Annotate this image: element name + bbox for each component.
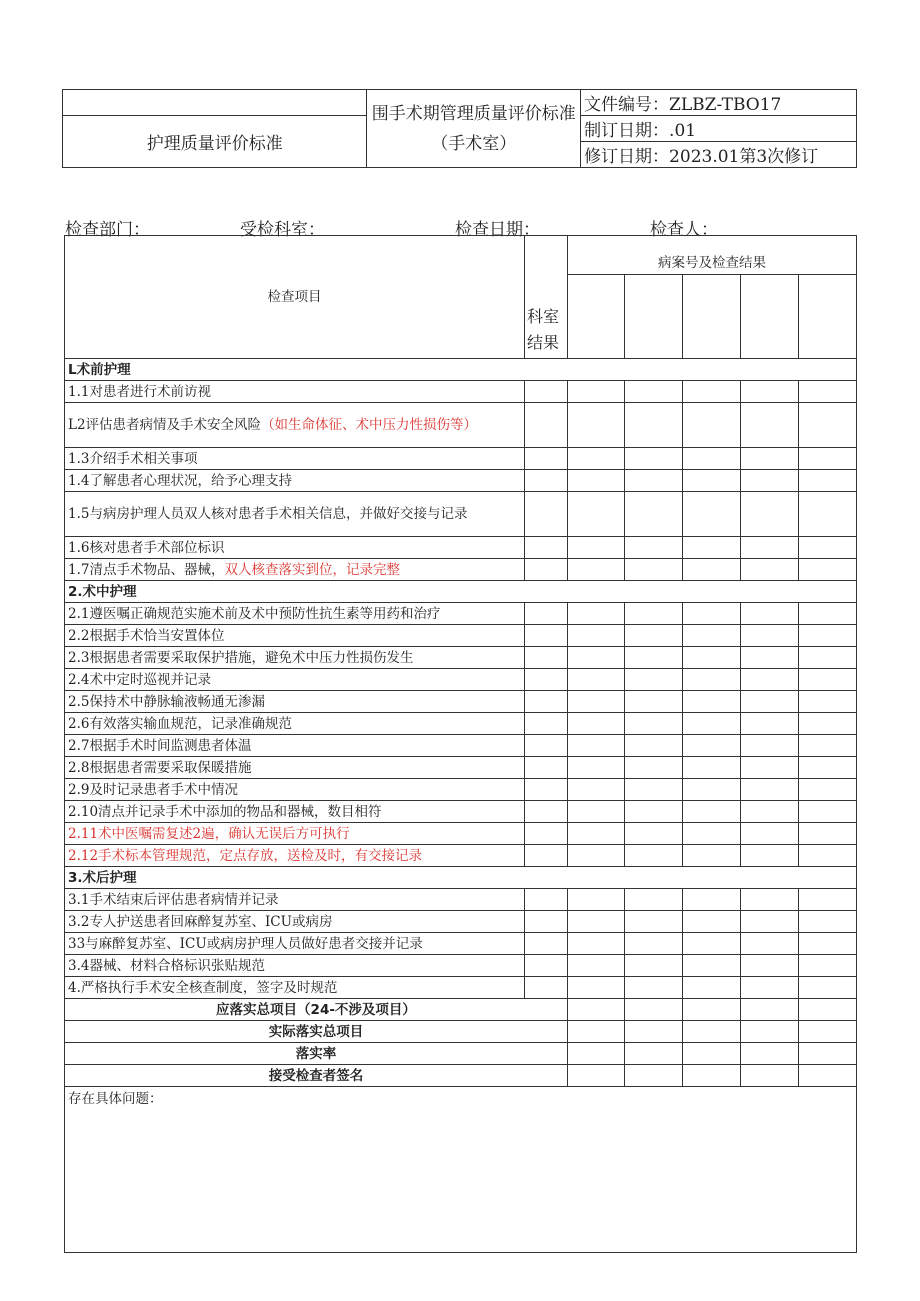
- result-cell[interactable]: [683, 470, 741, 492]
- result-cell[interactable]: [568, 889, 625, 911]
- result-cell[interactable]: [568, 691, 625, 713]
- result-cell[interactable]: [525, 823, 568, 845]
- result-cell[interactable]: [799, 1021, 857, 1043]
- result-cell[interactable]: [741, 1021, 799, 1043]
- result-cell[interactable]: [683, 845, 741, 867]
- table-row: [65, 801, 857, 823]
- result-cell[interactable]: [525, 492, 568, 537]
- result-cell[interactable]: [568, 911, 625, 933]
- result-cell[interactable]: [741, 1065, 799, 1087]
- result-cell[interactable]: [741, 448, 799, 470]
- result-cell[interactable]: [625, 403, 683, 448]
- item-text: 2.4术中定时巡视并记录: [65, 669, 525, 691]
- result-cell[interactable]: [799, 713, 857, 735]
- item-text: 2.11术中医嘱需复述2遍，确认无误后方可执行: [65, 823, 525, 845]
- result-cell[interactable]: [741, 492, 799, 537]
- result-cell[interactable]: [625, 381, 683, 403]
- file-number: 文件编号：ZLBZ-TBO17: [581, 90, 857, 116]
- table-row: [65, 381, 857, 403]
- result-cell[interactable]: [525, 801, 568, 823]
- result-cell[interactable]: [683, 669, 741, 691]
- result-cell[interactable]: [683, 492, 741, 537]
- result-cell[interactable]: [525, 779, 568, 801]
- item-text: 1.3介绍手术相关事项: [65, 448, 525, 470]
- document-header-table: [62, 89, 857, 168]
- result-cell[interactable]: [568, 603, 625, 625]
- result-cell[interactable]: [568, 735, 625, 757]
- result-cell[interactable]: [625, 823, 683, 845]
- result-cell[interactable]: [525, 669, 568, 691]
- result-cell[interactable]: [525, 845, 568, 867]
- result-cell[interactable]: [799, 603, 857, 625]
- result-cell[interactable]: [799, 559, 857, 581]
- result-cell[interactable]: [568, 999, 625, 1021]
- result-cell[interactable]: [568, 779, 625, 801]
- result-cell[interactable]: [683, 603, 741, 625]
- result-cell[interactable]: [525, 713, 568, 735]
- result-cell[interactable]: [568, 845, 625, 867]
- result-cell[interactable]: [799, 999, 857, 1021]
- result-cell[interactable]: [683, 691, 741, 713]
- actual-implement-total: 实际落实总项目: [65, 1021, 568, 1043]
- table-row: [65, 691, 857, 713]
- case-result-header: 病案号及检查结果: [568, 236, 857, 275]
- result-cell[interactable]: [568, 625, 625, 647]
- result-cell[interactable]: [799, 537, 857, 559]
- result-cell[interactable]: [799, 889, 857, 911]
- result-cell[interactable]: [525, 625, 568, 647]
- table-row: [65, 492, 857, 537]
- result-cell[interactable]: [741, 977, 799, 999]
- result-cell[interactable]: [741, 801, 799, 823]
- table-row: [65, 625, 857, 647]
- issues-box[interactable]: [65, 1087, 857, 1253]
- result-cell[interactable]: [525, 977, 568, 999]
- result-cell[interactable]: [568, 1065, 625, 1087]
- item-text: 2.7根据手术时间监测患者体温: [65, 735, 525, 757]
- result-cell[interactable]: [625, 537, 683, 559]
- inspectee-signature: 接受检查者签名: [65, 1065, 568, 1087]
- result-cell[interactable]: [799, 647, 857, 669]
- result-cell[interactable]: [625, 757, 683, 779]
- item-text: 2.10清点并记录手术中添加的物品和器械，数目相符: [65, 801, 525, 823]
- result-cell[interactable]: [625, 911, 683, 933]
- result-cell[interactable]: [799, 1065, 857, 1087]
- result-cell[interactable]: [625, 845, 683, 867]
- result-cell[interactable]: [741, 691, 799, 713]
- result-cell[interactable]: [683, 735, 741, 757]
- result-cell[interactable]: [683, 381, 741, 403]
- result-cell[interactable]: [568, 801, 625, 823]
- item-text: 3.2专人护送患者回麻醉复苏室、ICU或病房: [65, 911, 525, 933]
- item-text: 3.1手术结束后评估患者病情并记录: [65, 889, 525, 911]
- table-row: [65, 559, 857, 581]
- result-cell[interactable]: [525, 955, 568, 977]
- item-text: 2.8根据患者需要采取保暖措施: [65, 757, 525, 779]
- result-cell[interactable]: [741, 647, 799, 669]
- result-cell[interactable]: [625, 713, 683, 735]
- table-row: [65, 537, 857, 559]
- result-cell[interactable]: [741, 603, 799, 625]
- result-cell[interactable]: [683, 713, 741, 735]
- result-cell[interactable]: [525, 603, 568, 625]
- result-cell[interactable]: [683, 1065, 741, 1087]
- result-cell[interactable]: [741, 713, 799, 735]
- result-cell[interactable]: [683, 1043, 741, 1065]
- result-cell[interactable]: [625, 470, 683, 492]
- result-cell[interactable]: [625, 955, 683, 977]
- item-text: 2.3根据患者需要采取保护措施，避免术中压力性损伤发生: [65, 647, 525, 669]
- result-cell[interactable]: [568, 470, 625, 492]
- result-cell[interactable]: [568, 713, 625, 735]
- result-cell[interactable]: [568, 559, 625, 581]
- result-cell[interactable]: [799, 823, 857, 845]
- table-row: [65, 735, 857, 757]
- item-text: 2.2根据手术恰当安置体位: [65, 625, 525, 647]
- case-col-5[interactable]: [799, 275, 857, 359]
- dept-result-header: 科室结果: [525, 236, 568, 359]
- result-cell[interactable]: [741, 845, 799, 867]
- result-cell[interactable]: [625, 735, 683, 757]
- table-row: [65, 823, 857, 845]
- result-cell[interactable]: [683, 1021, 741, 1043]
- result-cell[interactable]: [799, 801, 857, 823]
- header-blank-cell: [63, 90, 367, 116]
- result-cell[interactable]: [741, 1043, 799, 1065]
- inspector-label: 检查人：: [650, 220, 718, 240]
- issues-label: 存在具体问题：: [68, 1091, 163, 1107]
- result-cell[interactable]: [799, 977, 857, 999]
- item-text: 2.6有效落实输血规范，记录准确规范: [65, 713, 525, 735]
- table-row: [65, 713, 857, 735]
- result-cell[interactable]: [525, 537, 568, 559]
- result-cell[interactable]: [741, 470, 799, 492]
- result-cell[interactable]: [799, 448, 857, 470]
- result-cell[interactable]: [568, 933, 625, 955]
- result-cell[interactable]: [625, 647, 683, 669]
- table-row: [65, 977, 857, 999]
- item-text: L2评估患者病情及手术安全风险（如生命体征、术中压力性损伤等）: [65, 403, 525, 448]
- result-cell[interactable]: [683, 911, 741, 933]
- inspection-table: [64, 235, 857, 1253]
- case-col-4[interactable]: [741, 275, 799, 359]
- result-cell[interactable]: [799, 845, 857, 867]
- section-title-postop: 3.术后护理: [65, 867, 857, 889]
- result-cell[interactable]: [625, 977, 683, 999]
- result-cell[interactable]: [625, 801, 683, 823]
- result-cell[interactable]: [625, 779, 683, 801]
- result-cell[interactable]: [525, 735, 568, 757]
- result-cell[interactable]: [683, 977, 741, 999]
- result-cell[interactable]: [683, 559, 741, 581]
- section-title-intraop: 2.术中护理: [65, 581, 857, 603]
- inspection-dept-label: 检查部门：: [65, 220, 150, 240]
- result-cell[interactable]: [625, 1043, 683, 1065]
- result-cell[interactable]: [741, 911, 799, 933]
- result-cell[interactable]: [525, 933, 568, 955]
- table-row: [65, 757, 857, 779]
- table-row: [65, 470, 857, 492]
- table-row: [65, 403, 857, 448]
- result-cell[interactable]: [683, 403, 741, 448]
- result-cell[interactable]: [568, 757, 625, 779]
- result-cell[interactable]: [741, 955, 799, 977]
- result-cell[interactable]: [683, 625, 741, 647]
- revised-date: 修订日期：2023.01第3次修订: [581, 142, 857, 168]
- item-text: 1.6核对患者手术部位标识: [65, 537, 525, 559]
- result-cell[interactable]: [741, 537, 799, 559]
- result-cell[interactable]: [741, 999, 799, 1021]
- result-cell[interactable]: [683, 757, 741, 779]
- item-text: 2.5保持术中静脉输液畅通无渗漏: [65, 691, 525, 713]
- result-cell[interactable]: [525, 757, 568, 779]
- table-row: [65, 911, 857, 933]
- table-row: [65, 955, 857, 977]
- result-cell[interactable]: [568, 669, 625, 691]
- result-cell[interactable]: [568, 1021, 625, 1043]
- result-cell[interactable]: [799, 735, 857, 757]
- case-col-2[interactable]: [625, 275, 683, 359]
- result-cell[interactable]: [799, 470, 857, 492]
- result-cell[interactable]: [625, 889, 683, 911]
- result-cell[interactable]: [525, 403, 568, 448]
- result-cell[interactable]: [625, 669, 683, 691]
- result-cell[interactable]: [741, 669, 799, 691]
- item-text: 1.1对患者进行术前访视: [65, 381, 525, 403]
- result-cell[interactable]: [525, 889, 568, 911]
- result-cell[interactable]: [799, 933, 857, 955]
- result-cell[interactable]: [625, 1065, 683, 1087]
- result-cell[interactable]: [625, 1021, 683, 1043]
- case-col-3[interactable]: [683, 275, 741, 359]
- result-cell[interactable]: [741, 403, 799, 448]
- item-text: 2.12手术标本管理规范，定点存放，送检及时，有交接记录: [65, 845, 525, 867]
- result-cell[interactable]: [741, 757, 799, 779]
- result-cell[interactable]: [568, 955, 625, 977]
- result-cell[interactable]: [741, 823, 799, 845]
- item-text: 1.4了解患者心理状况，给予心理支持: [65, 470, 525, 492]
- item-text: 2.1遵医嘱正确规范实施术前及术中预防性抗生素等用药和治疗: [65, 603, 525, 625]
- result-cell[interactable]: [799, 911, 857, 933]
- table-row: [65, 933, 857, 955]
- result-cell[interactable]: [625, 448, 683, 470]
- result-cell[interactable]: [568, 492, 625, 537]
- item-text: 2.9及时记录患者手术中情况: [65, 779, 525, 801]
- result-cell[interactable]: [799, 492, 857, 537]
- result-cell[interactable]: [683, 448, 741, 470]
- result-cell[interactable]: [625, 933, 683, 955]
- item-text: 1.5与病房护理人员双人核对患者手术相关信息，并做好交接与记录: [65, 492, 525, 537]
- result-cell[interactable]: [741, 933, 799, 955]
- result-cell[interactable]: [799, 1043, 857, 1065]
- result-cell[interactable]: [799, 669, 857, 691]
- result-cell[interactable]: [568, 381, 625, 403]
- result-cell[interactable]: [525, 381, 568, 403]
- result-cell[interactable]: [683, 537, 741, 559]
- item-text: 3.4器械、材料合格标识张贴规范: [65, 955, 525, 977]
- result-cell[interactable]: [683, 779, 741, 801]
- result-cell[interactable]: [683, 823, 741, 845]
- result-cell[interactable]: [625, 603, 683, 625]
- result-cell[interactable]: [683, 955, 741, 977]
- item-text: 33与麻醉复苏室、ICU或病房护理人员做好患者交接并记录: [65, 933, 525, 955]
- table-row: [65, 603, 857, 625]
- result-cell[interactable]: [568, 403, 625, 448]
- result-cell[interactable]: [625, 492, 683, 537]
- table-row: [65, 448, 857, 470]
- inspection-date-label: 检查日期：: [455, 220, 540, 240]
- result-cell[interactable]: [525, 647, 568, 669]
- result-cell[interactable]: [568, 823, 625, 845]
- implementation-rate: 落实率: [65, 1043, 568, 1065]
- result-cell[interactable]: [799, 625, 857, 647]
- table-row: [65, 845, 857, 867]
- result-cell[interactable]: [741, 559, 799, 581]
- result-cell[interactable]: [568, 647, 625, 669]
- result-cell[interactable]: [683, 801, 741, 823]
- result-cell[interactable]: [799, 403, 857, 448]
- table-row: [65, 647, 857, 669]
- result-cell[interactable]: [568, 537, 625, 559]
- case-col-1[interactable]: [568, 275, 625, 359]
- item-text: 1.7清点手术物品、器械，双人核查落实到位，记录完整: [65, 559, 525, 581]
- header-left-title: 护理质量评价标准: [63, 116, 367, 168]
- result-cell[interactable]: [741, 889, 799, 911]
- result-cell[interactable]: [741, 779, 799, 801]
- result-cell[interactable]: [525, 470, 568, 492]
- result-cell[interactable]: [625, 625, 683, 647]
- result-cell[interactable]: [525, 911, 568, 933]
- result-cell[interactable]: [799, 691, 857, 713]
- result-cell[interactable]: [741, 735, 799, 757]
- result-cell[interactable]: [799, 381, 857, 403]
- result-cell[interactable]: [525, 559, 568, 581]
- result-cell[interactable]: [525, 448, 568, 470]
- result-cell[interactable]: [799, 955, 857, 977]
- result-cell[interactable]: [683, 889, 741, 911]
- should-implement-total: 应落实总项目（24-不涉及项目）: [65, 999, 568, 1021]
- result-cell[interactable]: [683, 999, 741, 1021]
- table-row: [65, 779, 857, 801]
- result-cell[interactable]: [683, 933, 741, 955]
- result-cell[interactable]: [568, 977, 625, 999]
- result-cell[interactable]: [799, 779, 857, 801]
- check-item-header: 检查项目: [65, 236, 525, 359]
- item-text: 4.严格执行手术安全核查制度，签字及时规范: [65, 977, 525, 999]
- result-cell[interactable]: [525, 691, 568, 713]
- result-cell[interactable]: [568, 448, 625, 470]
- result-cell[interactable]: [568, 1043, 625, 1065]
- result-cell[interactable]: [741, 625, 799, 647]
- made-date: 制订日期：.01: [581, 116, 857, 142]
- result-cell[interactable]: [683, 647, 741, 669]
- table-row: [65, 889, 857, 911]
- result-cell[interactable]: [625, 691, 683, 713]
- inspected-ward-label: 受检科室：: [240, 220, 325, 240]
- table-row: [65, 669, 857, 691]
- result-cell[interactable]: [741, 381, 799, 403]
- header-middle-title: 围手术期管理质量评价标准（手术室）: [367, 90, 581, 168]
- section-title-preop: L术前护理: [65, 359, 857, 381]
- result-cell[interactable]: [625, 999, 683, 1021]
- result-cell[interactable]: [799, 757, 857, 779]
- result-cell[interactable]: [625, 559, 683, 581]
